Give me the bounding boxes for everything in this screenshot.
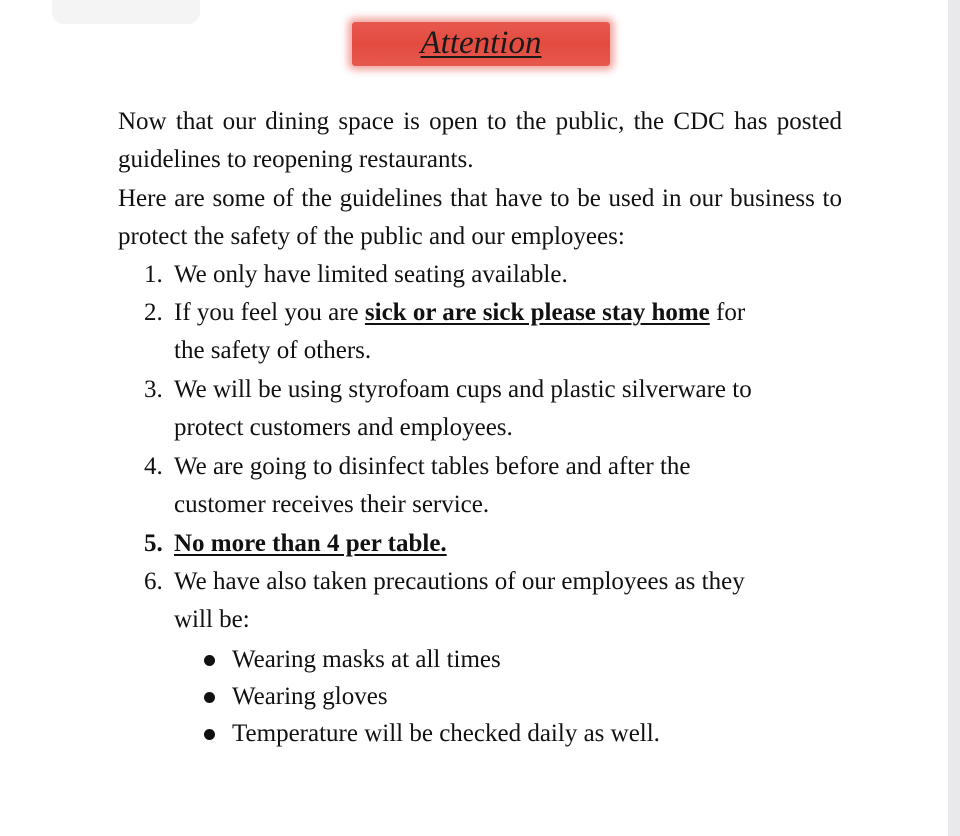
intro-paragraph-1: Now that our dining space is open to the public, the CDC has posted guidelines to reopening restaurants.: [118, 108, 842, 173]
list-continuation: customer receives their service.: [174, 491, 490, 518]
list-text: We are going to disinfect tables before and after the: [174, 453, 691, 480]
bullet-text: Wearing masks at all times: [232, 646, 501, 673]
list-item-1: [144, 256, 842, 294]
list-text: We will be using styrofoam cups and plastic silverware to: [174, 376, 752, 403]
list-continuation: protect customers and employees.: [174, 414, 513, 441]
list-number: 3.: [144, 376, 163, 403]
stay-home-emphasis: sick or are sick please stay home: [364, 299, 710, 326]
list-text: We only have limited seating available.: [174, 261, 568, 288]
list-number: 4.: [144, 453, 163, 480]
list-number: 1.: [144, 261, 163, 288]
page-edge: [948, 0, 960, 836]
bullet-dot-icon: [204, 729, 215, 740]
bullet-dot-icon: [204, 692, 215, 703]
heading-block: [352, 18, 610, 68]
bullet-item: [198, 715, 838, 752]
page-title: Attention: [420, 25, 542, 61]
list-continuation: the safety of others.: [174, 337, 372, 364]
employee-measures-list: [198, 641, 838, 752]
list-number: 5.: [144, 530, 163, 557]
list-number: 6.: [144, 568, 163, 595]
list-item-3: [144, 371, 842, 447]
list-item-6: [144, 563, 842, 639]
list-item-5: [144, 525, 842, 563]
corner-tab: [52, 0, 200, 24]
bullet-dot-icon: [204, 655, 215, 666]
table-limit-emphasis: No more than 4 per table.: [174, 530, 447, 557]
bullet-item: [198, 641, 838, 678]
list-text: We have also taken precautions of our employees as they: [174, 568, 745, 595]
intro-paragraph-2: Here are some of the guidelines that have to be used in our business to protect the safety of the public and our employees:: [118, 185, 842, 250]
list-item-4: [144, 448, 842, 524]
bullet-item: [198, 678, 838, 715]
bullet-text: Temperature will be checked daily as well.: [232, 720, 660, 747]
list-continuation: will be:: [174, 606, 250, 633]
list-text-after: for: [716, 299, 746, 326]
list-text: If you feel you are: [174, 299, 359, 326]
list-item-2: [144, 294, 842, 370]
bullet-text: Wearing gloves: [232, 683, 388, 710]
list-number: 2.: [144, 299, 163, 326]
